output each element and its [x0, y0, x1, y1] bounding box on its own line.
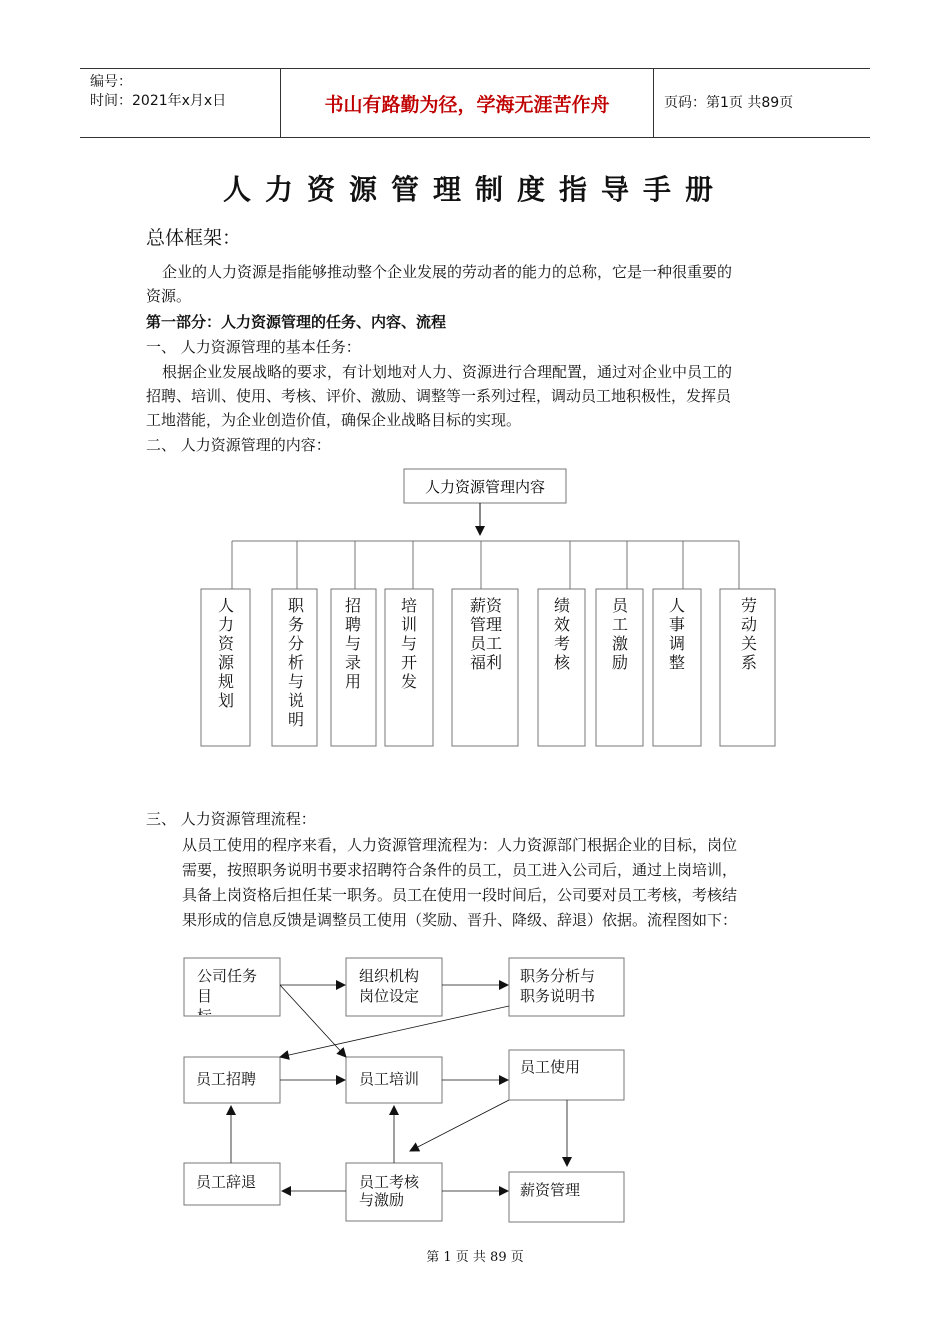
content-item-text: 与: [344, 634, 362, 653]
intro-continued: 资源。: [146, 287, 192, 305]
content-item-text: 分: [287, 634, 305, 653]
content-item-text: 励: [611, 653, 629, 672]
section3-heading: 三、 人力资源管理流程：: [146, 810, 316, 828]
flow-training-label: 员工培训: [359, 1070, 420, 1088]
content-item-text: 工: [611, 615, 629, 634]
content-item-text: 资: [217, 634, 235, 653]
content-item-text: 力: [217, 615, 235, 634]
content-item-text: 调: [668, 634, 686, 653]
flow-job-line1: 职务分析与: [520, 967, 596, 985]
content-item-text: 绩: [553, 596, 571, 615]
content-item-text: 关: [740, 634, 758, 653]
content-item-text: 动: [740, 615, 758, 634]
content-item-text: 福利: [469, 653, 503, 672]
flow-use-label: 员工使用: [520, 1058, 581, 1076]
content-item-text: 人: [217, 596, 235, 615]
content-item-text: 与: [287, 672, 305, 691]
content-item-text: 整: [668, 653, 686, 672]
content-item-text: 训: [400, 615, 418, 634]
content-root-label: 人力资源管理内容: [424, 478, 546, 496]
flow-arrow-use-assess: [410, 1100, 509, 1151]
content-item-text: 开: [400, 653, 418, 672]
flow-org-line1: 组织机构: [359, 967, 420, 985]
flow-recruit-label: 员工招聘: [196, 1070, 257, 1088]
section1-line3: 工地潜能，为企业创造价值，确保企业战略目标的实现。: [146, 411, 522, 429]
section3-line1: 从员工使用的程序来看，人力资源管理流程为：人力资源部门根据企业的目标，岗位: [182, 836, 738, 854]
serial-label: 编号：: [90, 74, 132, 90]
content-item-text: 员工: [469, 634, 503, 653]
content-item-text: 事: [668, 615, 686, 634]
content-item-text: 培: [400, 596, 418, 615]
content-item-text: 务: [287, 615, 305, 634]
content-item-text: 激: [611, 634, 629, 653]
section3-line3: 具备上岗资格后担任某一职务。员工在使用一段时间后，公司要对员工考核，考核结: [182, 886, 738, 904]
section1-line1: 根据企业发展战略的要求，有计划地对人力、资源进行合理配置，通过对企业中员工的: [162, 363, 733, 381]
flow-company-goal-line3: 标: [197, 1007, 213, 1025]
flow-company-goal-line2: 目: [197, 987, 213, 1005]
motto: 书山有路勤为径，学海无涯苦作舟: [324, 93, 610, 116]
flow-job-line2: 职务说明书: [520, 987, 596, 1005]
flow-dismiss-label: 员工辞退: [196, 1173, 257, 1191]
section2-heading: 二、 人力资源管理的内容：: [146, 436, 331, 454]
content-item-text: 划: [217, 691, 235, 710]
content-item-text: 说: [287, 691, 305, 710]
flow-salary-label: 薪资管理: [520, 1181, 581, 1199]
section1-heading: 一、 人力资源管理的基本任务：: [146, 338, 361, 356]
content-item-text: 发: [400, 672, 418, 691]
flow-arrow-goal-training: [280, 985, 346, 1057]
content-item-text: 招: [344, 596, 362, 615]
content-item-text: 员: [611, 596, 629, 615]
content-item-text: 用: [344, 672, 362, 691]
framework-heading: 总体框架：: [146, 227, 242, 249]
content-item-text: 源: [217, 653, 235, 672]
part1-heading: 第一部分：人力资源管理的任务、内容、流程: [146, 313, 447, 331]
flow-assess-line1: 员工考核: [359, 1173, 420, 1191]
content-item-text: 系: [740, 653, 758, 672]
content-item-text: 与: [400, 634, 418, 653]
content-item-text: 职: [287, 596, 305, 615]
content-item-text: 明: [287, 710, 305, 729]
page-footer: 第 1 页 共 89 页: [426, 1250, 524, 1265]
content-item-text: 效: [553, 615, 571, 634]
flow-assess-line2: 与激励: [359, 1191, 405, 1209]
content-item-text: 考: [553, 634, 571, 653]
content-item-text: 核: [553, 653, 571, 672]
content-item-text: 聘: [344, 615, 362, 634]
content-item-text: 人: [668, 596, 686, 615]
time-label: 时间：2021年x月x日: [90, 93, 227, 109]
content-item-text: 析: [287, 653, 305, 672]
flow-company-goal-line1: 公司任务: [197, 967, 258, 985]
content-item-text: 规: [217, 672, 235, 691]
flow-org-line2: 岗位设定: [359, 987, 420, 1005]
content-item-text: 薪资: [469, 596, 503, 615]
content-item-text: 管理: [469, 615, 503, 634]
intro-paragraph: 企业的人力资源是指能够推动整个企业发展的劳动者的能力的总称，它是一种很重要的: [162, 263, 733, 281]
page-info: 页码：第1页 共89页: [664, 94, 794, 111]
section3-line2: 需要，按照职务说明书要求招聘符合条件的员工，员工进入公司后，通过上岗培训，: [182, 861, 738, 879]
page-title: 人力资源管理制度指导手册: [222, 173, 727, 206]
section3-line4: 果形成的信息反馈是调整员工使用（奖励、晋升、降级、辞退）依据。流程图如下：: [182, 911, 738, 929]
content-item-text: 录: [344, 653, 362, 672]
content-item-text: 劳: [740, 596, 758, 615]
section1-line2: 招聘、培训、使用、考核、评价、激励、调整等一系列过程，调动员工地积极性，发挥员: [146, 387, 732, 405]
